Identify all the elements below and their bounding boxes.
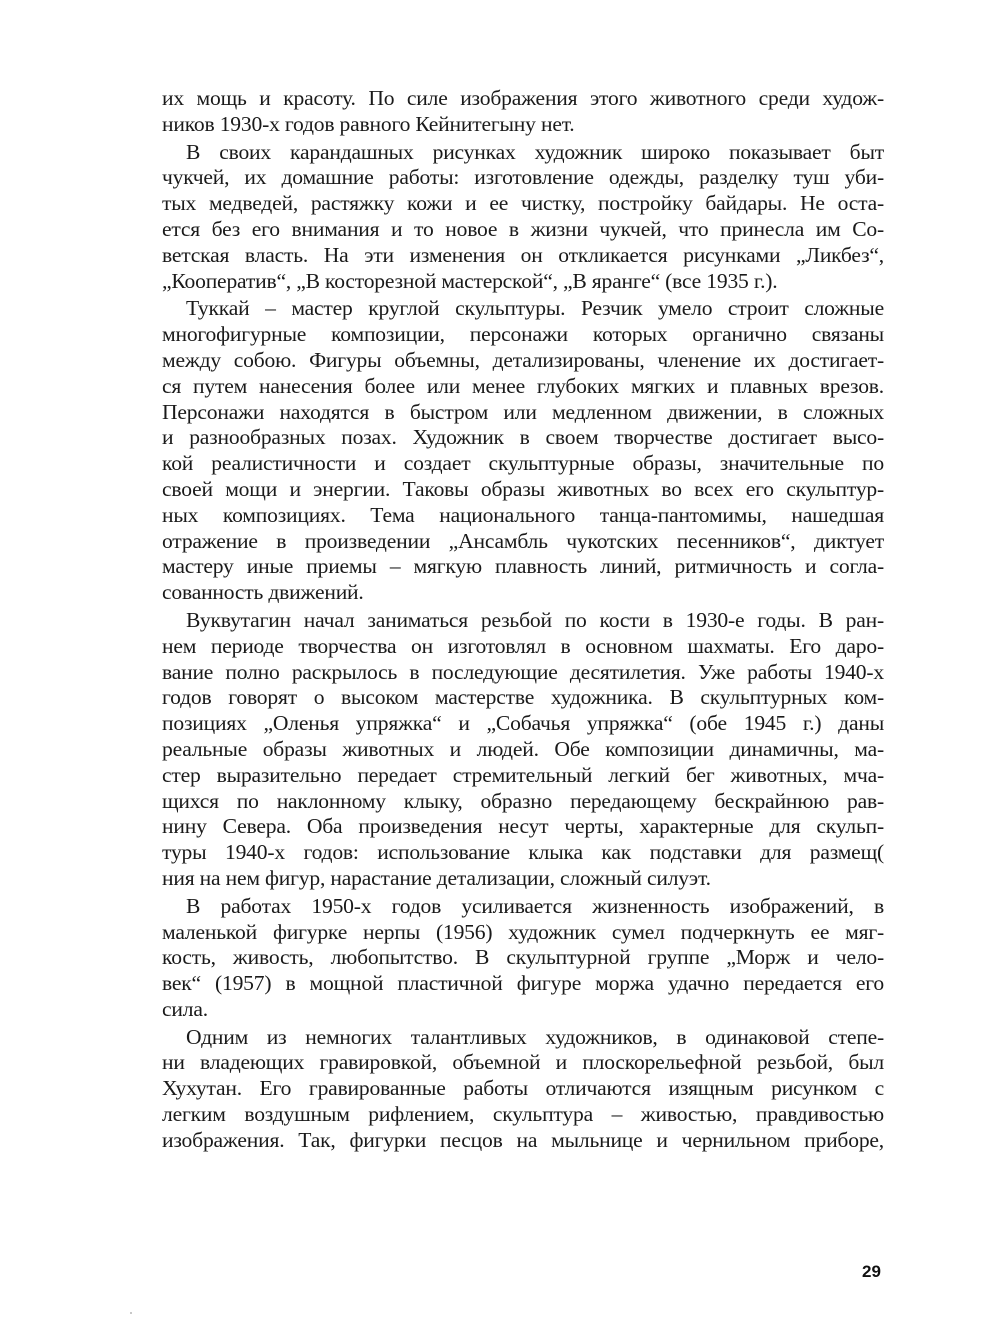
text-line: сила.	[162, 996, 208, 1021]
text-line: век“ (1957) в мощной пластичной фигуре моржа удачно передается его	[162, 971, 884, 996]
text-line: Персонажи находятся в быстром или медленном движении, в сложных	[162, 399, 884, 424]
paragraph	[162, 894, 884, 1023]
text-line: ся путем нанесения более или менее глубоких мягких и плавных врезов.	[162, 373, 884, 398]
text-line: кость, живость, любопытство. В скульптурной группе „Морж и чело-	[162, 945, 884, 970]
text-line: и разнообразных позах. Художник в своем творчестве достигает высо-	[162, 425, 884, 450]
text-line: Хухутан. Его гравированные работы отличаются изящным рисунком с	[162, 1076, 884, 1101]
text-line: ветская власть. На эти изменения он откликается рисунками „Ликбез“,	[162, 242, 884, 267]
text-line: ни владеющих гравировкой, объемной и плоскорельефной резьбой, был	[162, 1050, 884, 1075]
scan-artifact	[130, 1312, 132, 1314]
paragraph	[162, 1025, 884, 1154]
text-line: ется без его внимания и то новое в жизни чукчей, что принесла им Со-	[162, 216, 884, 241]
paragraph	[162, 140, 884, 295]
text-line: реальные образы животных и людей. Обе композиции динамичны, ма-	[162, 736, 884, 761]
text-line: туры 1940-х годов: использование клыка как подставки для размещ(	[162, 840, 884, 865]
paragraph	[162, 296, 884, 606]
text-line: щихся по наклонному клыку, образно передающему бескрайнюю рав-	[162, 788, 884, 813]
text-line: чукчей, их домашние работы: изготовление одежды, разделку туш уби-	[162, 165, 884, 190]
text-line: сованность движений.	[162, 580, 364, 605]
text-line: между собою. Фигуры объемны, детализированы, членение их достигает-	[162, 347, 884, 372]
text-line: маленькой фигурке нерпы (1956) художник сумел подчеркнуть ее мяг-	[162, 919, 884, 944]
text-line: Одним из немногих талантливых художников, в одинаковой степе-	[186, 1024, 884, 1049]
text-line: кой реалистичности и создает скульптурные образы, значительные по	[162, 451, 884, 476]
text-line: нину Севера. Оба произведения несут черты, характерные для скульп-	[162, 814, 884, 839]
text-line: „Кооператив“, „В косторезной мастерской“, „В яранге“ (все 1935 г.).	[162, 268, 778, 293]
text-line: мастеру иные приемы – мягкую плавность линий, ритмичность и согла-	[162, 554, 884, 579]
text-line: многофигурные композиции, персонажи которых органично связаны	[162, 322, 884, 347]
document-page	[162, 86, 884, 1154]
text-line: легким воздушным рифлением, скульптура – живостью, правдивостью	[162, 1102, 884, 1127]
text-line: Туккай – мастер круглой скульптуры. Резчик умело строит сложные	[186, 296, 884, 321]
text-line: вание полно раскрылось в последующие десятилетия. Уже работы 1940-х	[162, 659, 884, 684]
text-line: Вуквутагин начал заниматься резьбой по кости в 1930-е годы. В ран-	[186, 607, 884, 632]
text-line: В своих карандашных рисунках художник широко показывает быт	[186, 139, 884, 164]
text-line: ния на нем фигур, нарастание детализации, сложный силуэт.	[162, 865, 711, 890]
text-line: ных композициях. Тема национального танца-пантомимы, нашедшая	[162, 502, 884, 527]
text-line: позициях „Оленья упряжка“ и „Собачья упряжка“ (обе 1945 г.) даны	[162, 711, 884, 736]
text-line: тых медведей, растяжку кожи и ее чистку, постройку байдары. Не оста-	[162, 191, 884, 216]
text-line: своей мощи и энергии. Таковы образы животных во всех его скульптур-	[162, 476, 884, 501]
paragraph	[162, 86, 884, 138]
text-line: изображения. Так, фигурки песцов на мыльнице и чернильном приборе,	[162, 1127, 884, 1152]
text-line: В работах 1950-х годов усиливается жизненность изображений, в	[186, 893, 884, 918]
text-line: стер выразительно передает стремительный легкий бег животных, мча-	[162, 762, 884, 787]
text-line: отражение в произведении „Ансамбль чукотских песенников“, диктует	[162, 528, 884, 553]
text-line: ников 1930-х годов равного Кейнитегыну нет.	[162, 111, 575, 136]
text-line: нем периоде творчества он изготовлял в основном шахматы. Его даро-	[162, 633, 884, 658]
text-line: их мощь и красоту. По силе изображения этого животного среди худож-	[162, 86, 884, 110]
text-line: годов говорят о высоком мастерстве художника. В скульптурных ком-	[162, 685, 884, 710]
page-number: 29	[862, 1262, 881, 1281]
paragraph	[162, 608, 884, 892]
